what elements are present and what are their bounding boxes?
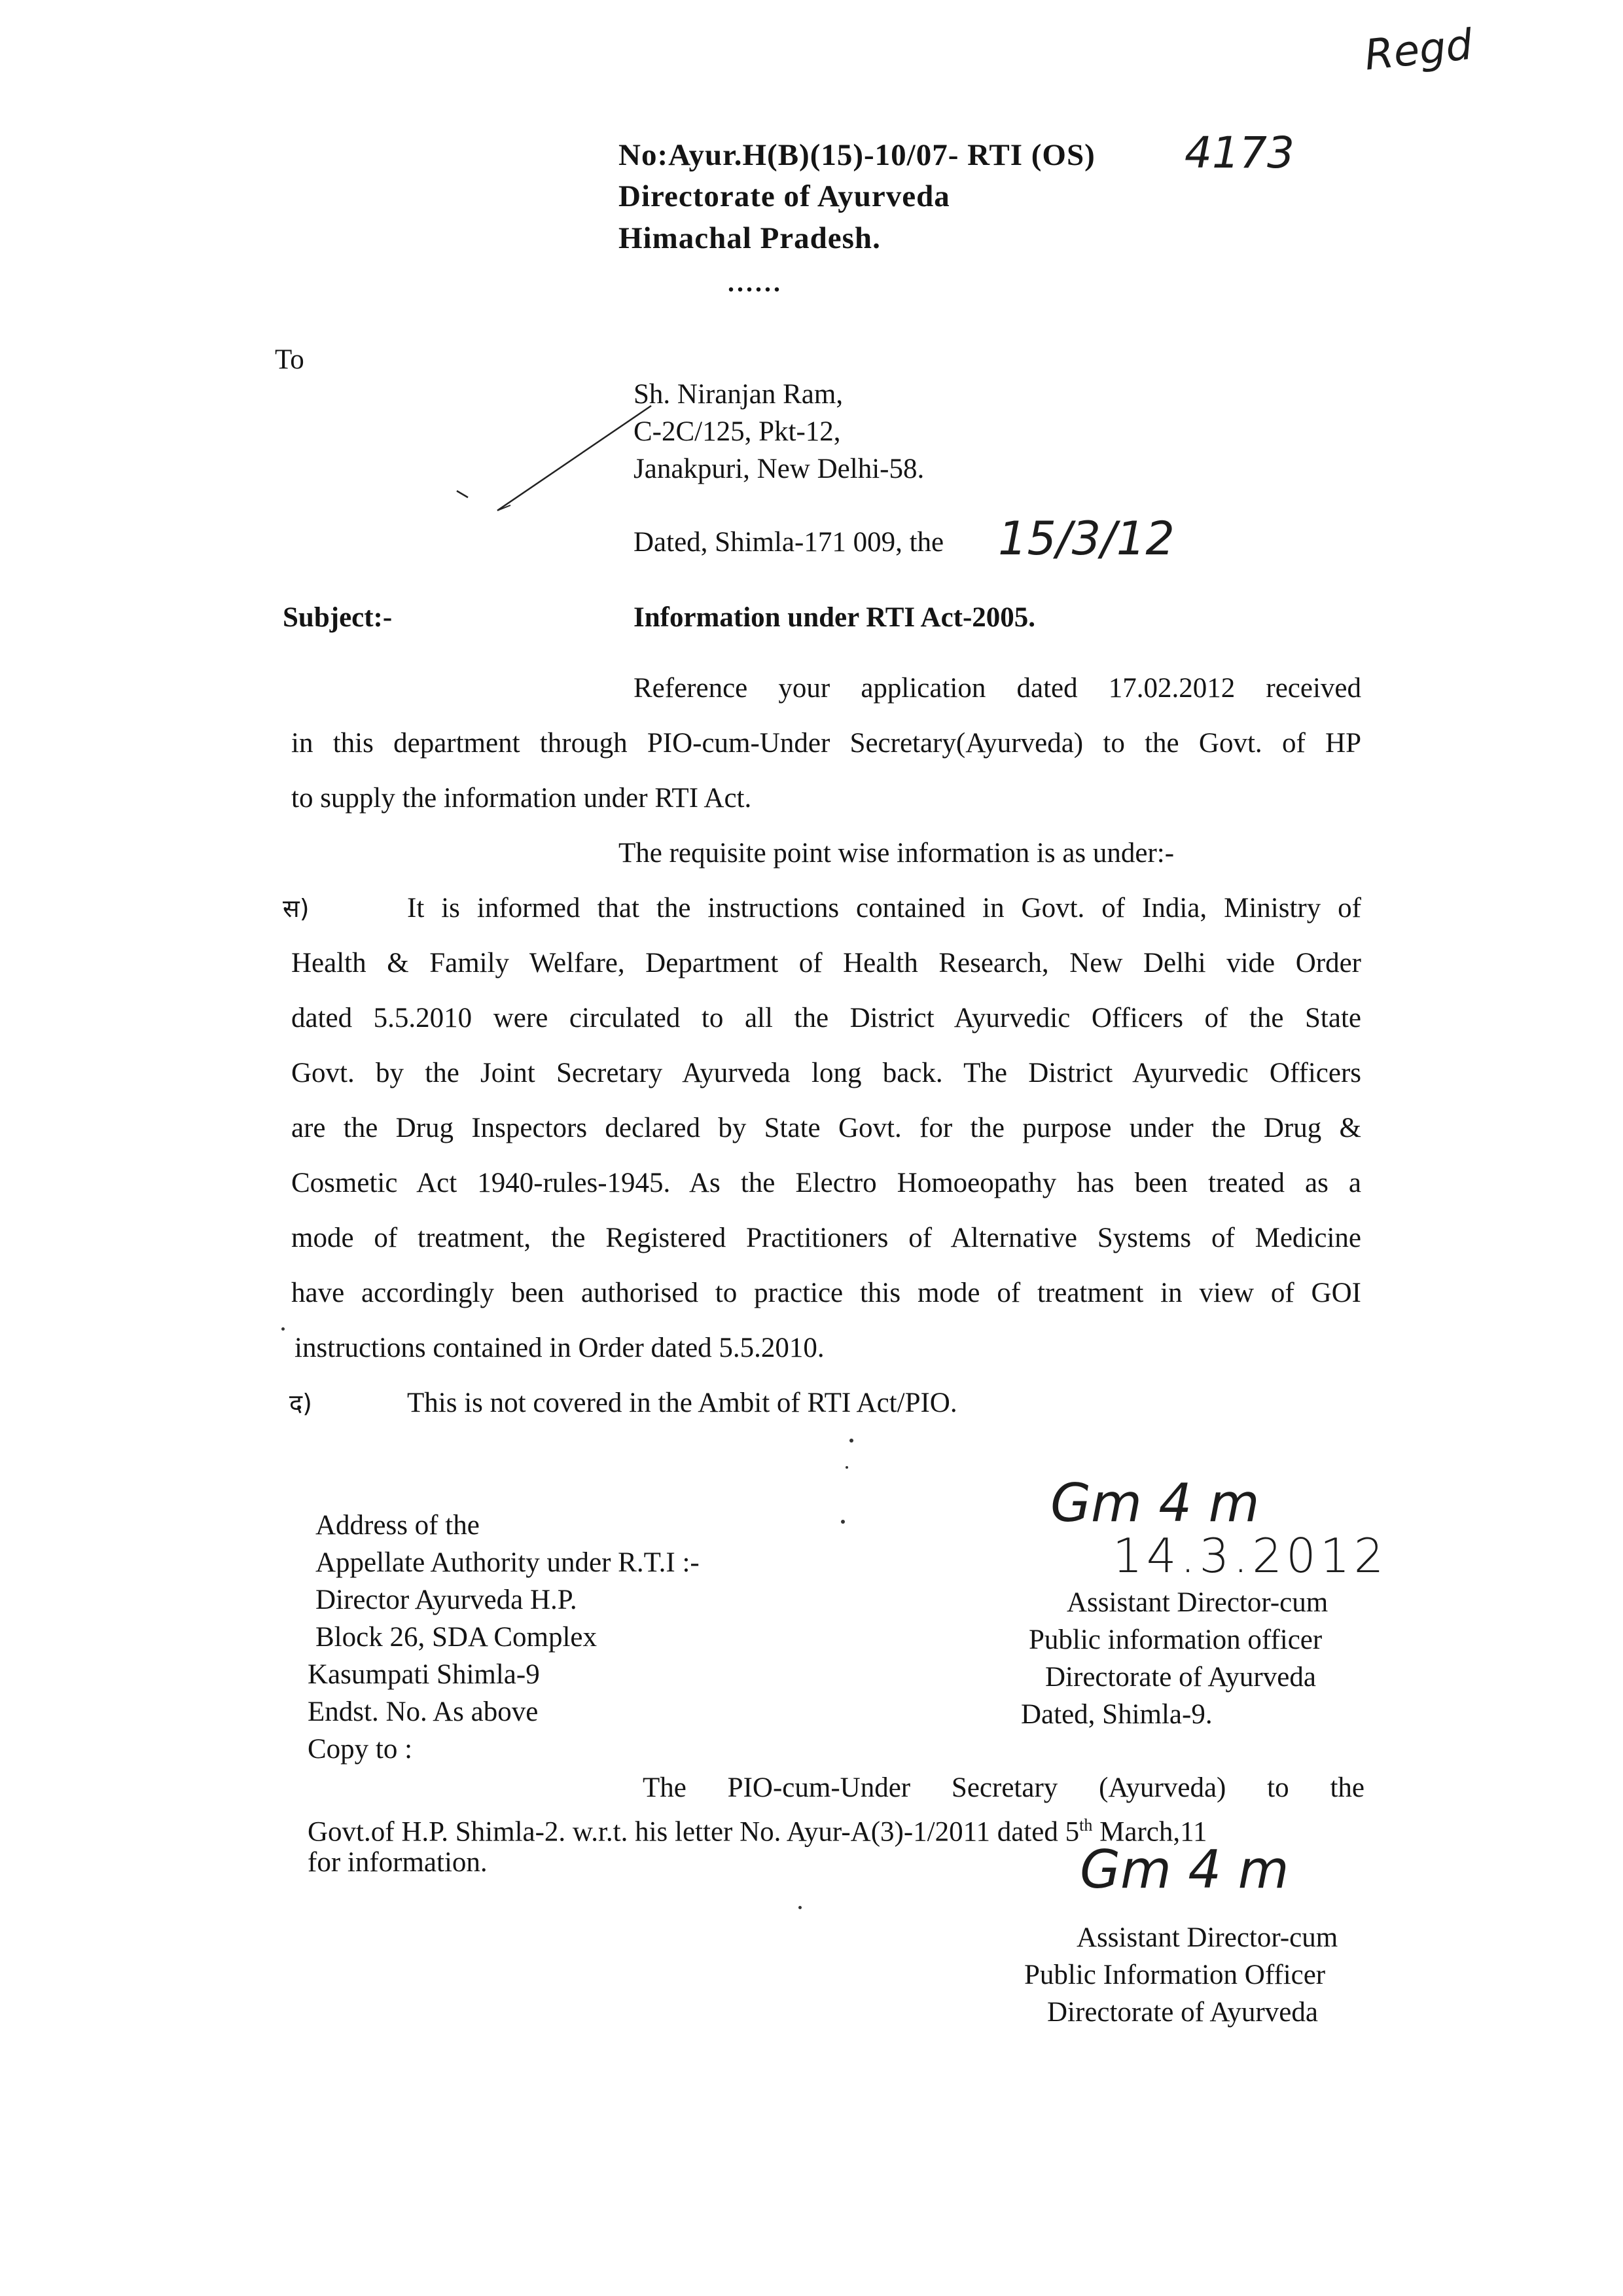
scan-speck	[846, 1466, 848, 1469]
copy-line3: for information.	[308, 1847, 488, 1878]
signatory2-line1: Assistant Director-cum	[1077, 1922, 1338, 1953]
scan-speck	[841, 1520, 845, 1524]
point-a-line1: It is informed that the instructions contained in Govt. of India, Ministry of	[407, 893, 1361, 924]
para2: The requisite point wise information is as under:-	[618, 838, 1175, 869]
signatory1-line4: Dated, Shimla-9.	[1021, 1699, 1213, 1730]
recipient-address-line2: Janakpuri, New Delhi-58.	[633, 454, 925, 484]
para1-line3: to supply the information under RTI Act.	[291, 783, 752, 814]
point-a-line5: are the Drug Inspectors declared by State Govt. for the purpose under the Drug &	[291, 1113, 1361, 1143]
signature-1-date: 14.3.2012	[1113, 1528, 1388, 1583]
header-dots: ......	[728, 268, 783, 297]
point-a-line7: mode of treatment, the Registered Practitioners of Alternative Systems of Medicine	[291, 1223, 1361, 1253]
recipient-address-line1: C-2C/125, Pkt-12,	[633, 416, 841, 447]
point-a-line4: Govt. by the Joint Secretary Ayurveda long back. The District Ayurvedic Officers	[291, 1058, 1361, 1088]
pen-stroke-mark	[452, 393, 661, 517]
signatory2-line3: Directorate of Ayurveda	[1047, 1997, 1318, 2028]
point-a-line2: Health & Family Welfare, Department of Health Research, New Delhi vide Order	[291, 948, 1361, 978]
scan-speck	[281, 1327, 285, 1331]
copy-line1: The PIO-cum-Under Secretary (Ayurveda) to the	[643, 1772, 1364, 1803]
copy-line2-text-end: March,11	[1092, 1816, 1207, 1848]
para1-line1: Reference your application dated 17.02.2012 received	[633, 673, 1361, 704]
diary-number-handwritten: 4173	[1185, 128, 1294, 178]
reference-number: No:Ayur.H(B)(15)-10/07- RTI (OS)	[618, 138, 1096, 172]
recipient-name: Sh. Niranjan Ram,	[633, 379, 844, 410]
signatory2-line2: Public Information Officer	[1024, 1960, 1326, 1990]
subject-label: Subject:-	[283, 602, 393, 633]
appellate-line3: Director Ayurveda H.P.	[315, 1585, 577, 1615]
point-a-marker: स)	[283, 894, 310, 923]
point-a-line8: have accordingly been authorised to practice this mode of treatment in view of GOI	[291, 1278, 1361, 1308]
copy-line2-sup: th	[1079, 1816, 1093, 1835]
subject-text: Information under RTI Act-2005.	[633, 602, 1036, 633]
copy-to-label: Copy to :	[308, 1734, 413, 1765]
state-name: Himachal Pradesh.	[618, 221, 881, 255]
dated-line: Dated, Shimla-171 009, the	[633, 527, 944, 558]
appellate-line4: Block 26, SDA Complex	[315, 1622, 597, 1653]
scan-speck	[849, 1439, 853, 1443]
signature-2-initials: Gm 4 m	[1080, 1839, 1289, 1900]
appellate-line5: Kasumpati Shimla-9	[308, 1659, 540, 1690]
signatory1-line1: Assistant Director-cum	[1067, 1587, 1329, 1618]
point-b-text: This is not covered in the Ambit of RTI Act/PIO.	[407, 1388, 957, 1418]
scan-speck	[798, 1906, 802, 1909]
to-label: To	[275, 344, 304, 375]
signatory1-line2: Public information officer	[1029, 1624, 1323, 1655]
regd-annotation: Regd	[1362, 20, 1475, 81]
para1-line2: in this department through PIO-cum-Under Secretary(Ayurveda) to the Govt. of HP	[291, 728, 1361, 759]
appellate-line1: Address of the	[315, 1510, 480, 1541]
point-b-marker: द)	[289, 1389, 313, 1418]
appellate-line2: Appellate Authority under R.T.I :-	[315, 1547, 700, 1578]
point-a-line6: Cosmetic Act 1940-rules-1945. As the Electro Homoeopathy has been treated as a	[291, 1168, 1361, 1198]
endst-number: Endst. No. As above	[308, 1696, 539, 1727]
date-handwritten: 15/3/12	[998, 512, 1175, 565]
office-name: Directorate of Ayurveda	[618, 179, 950, 213]
point-a-line3: dated 5.5.2010 were circulated to all the District Ayurvedic Officers of the State	[291, 1003, 1361, 1033]
copy-line2-text: Govt.of H.P. Shimla-2. w.r.t. his letter No. Ayur-A(3)-1/2011 dated 5	[308, 1816, 1080, 1848]
signatory1-line3: Directorate of Ayurveda	[1045, 1662, 1316, 1693]
signature-1-initials: Gm 4 m	[1050, 1473, 1260, 1534]
point-a-line9: instructions contained in Order dated 5.5.2010.	[294, 1333, 825, 1363]
